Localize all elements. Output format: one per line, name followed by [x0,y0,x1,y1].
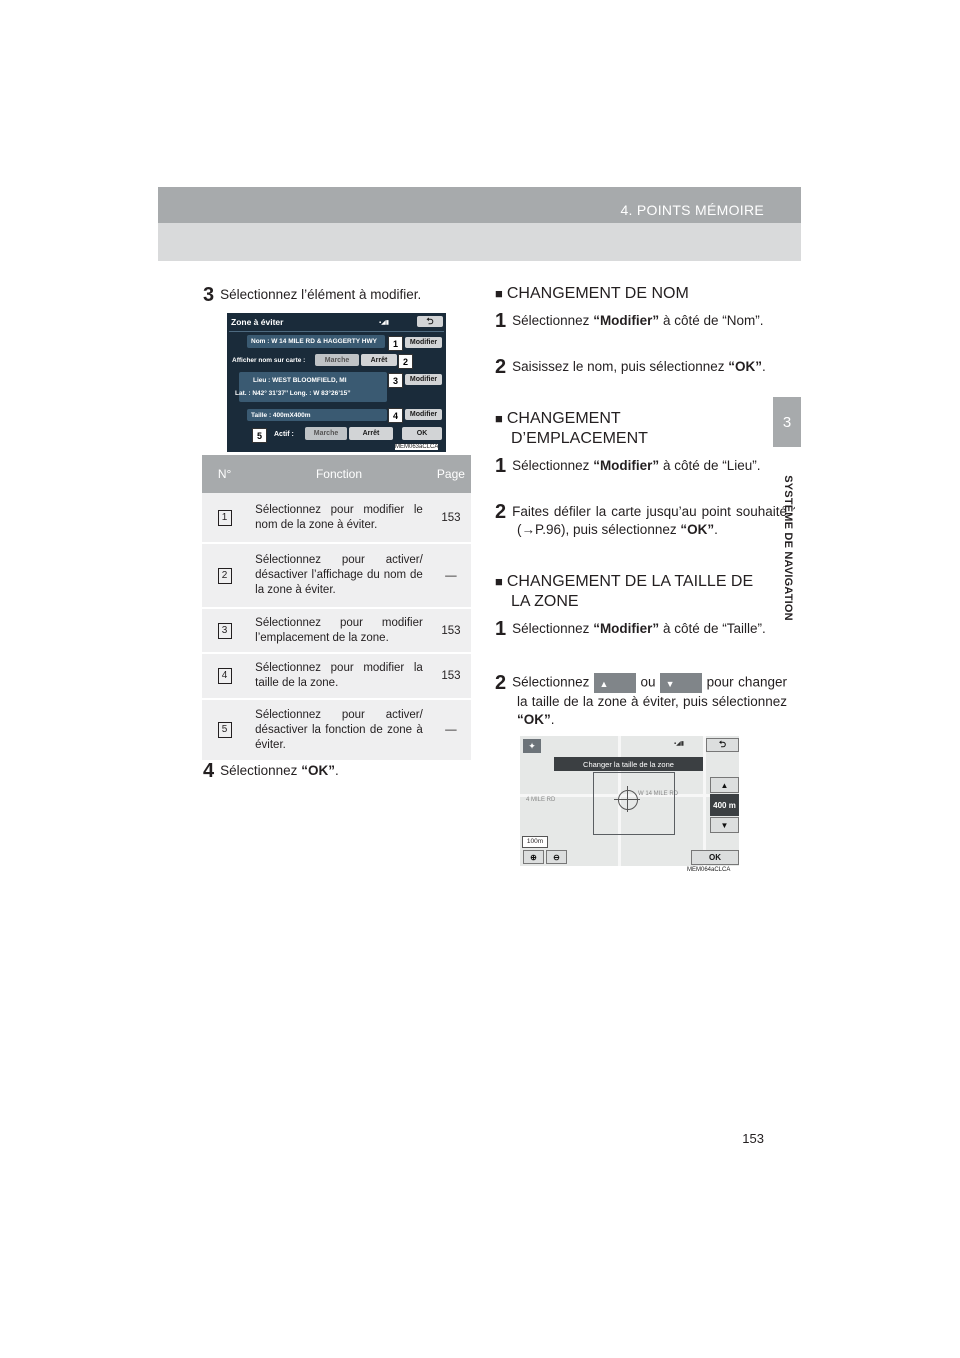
step-2-place: 2 Faites défiler la carte jusqu’au point souhaité (→P.96), puis sélectionnez “OK”. [495,501,787,537]
screen-avoid-area [227,313,446,452]
table-row [202,493,471,543]
step-1-name: 1 Sélectionnez “Modifier” à côté de “Nom”. [495,310,764,332]
ok-button[interactable]: OK [402,427,442,440]
modify-name-button[interactable]: Modifier [405,337,442,348]
row-page: — [431,543,471,608]
marker-1: 1 [388,336,403,351]
section-size-change: ■ CHANGEMENT DE LA TAILLE DE LA ZONE [495,573,754,610]
status-icons: ▪◢▮ [674,741,685,747]
image-code: MEM063aCLCA [395,444,439,450]
zoom-in-icon[interactable]: ⊕ [523,850,544,864]
step-1-place: 1 Sélectionnez “Modifier” à côté de “Lieu”. [495,455,761,477]
marker-2: 2 [398,354,413,369]
table-row [202,608,471,653]
back-button[interactable]: ⮌ [417,316,443,327]
row-function: Sélectionnez pour modifier le nom de la zone à éviter. [247,493,431,543]
zoom-out-icon[interactable]: ⊖ [546,850,567,864]
row-number: 4 [218,668,232,684]
screen-title: Zone à éviter [231,317,284,327]
scale-indicator: 100m [522,836,548,848]
row-function: Sélectionnez pour modifier l’emplacement de la zone. [247,608,431,653]
row-number: 1 [218,510,232,526]
image-code: MEM064aCLCA [687,867,731,873]
chapter-number: 3 [773,397,801,447]
name-field: Nom : W 14 MILE RD & HAGGERTY HWY [251,338,377,345]
modify-size-button[interactable]: Modifier [405,409,442,420]
row-function: Sélectionnez pour modifier la taille de la zone. [247,653,431,699]
show-name-on-button[interactable]: Marche [315,354,359,366]
row-number: 5 [218,722,232,738]
table-row [202,543,471,608]
size-field: Taille : 400mX400m [251,412,311,419]
back-button[interactable]: ⮌ [706,738,739,752]
chapter-label: SYSTÈME DE NAVIGATION [782,475,794,621]
latlong-field: Lat. : N42° 31’37’’ Long. : W 83°26’15’’ [235,390,351,397]
size-down-button[interactable]: ▼ [710,817,739,833]
header-function: Fonction [247,455,431,493]
function-table [202,455,471,762]
marker-3: 3 [388,373,403,388]
up-arrow-button: ▲ [594,673,636,693]
active-off-button[interactable]: Arrêt [349,427,393,440]
size-display: 400 m [710,794,739,816]
marker-4: 4 [388,408,403,423]
size-up-button[interactable]: ▲ [710,777,739,793]
section-title: 4. POINTS MÉMOIRE [620,202,764,218]
section-place-change: ■ CHANGEMENT D’EMPLACEMENT [495,410,648,447]
step-2-size: 2 Sélectionnez ▲ ou ▼ pour changer la taille de la zone à éviter, puis sélectionnez “OK”. [495,671,787,727]
screen-change-size [520,736,739,866]
show-name-label: Afficher nom sur carte : [232,357,306,364]
modify-place-button[interactable]: Modifier [405,374,442,385]
screen-title: Changer la taille de la zone [554,757,703,771]
status-icons: ▪◢▮ [379,320,390,326]
row-page: 153 [431,653,471,699]
show-name-off-button[interactable]: Arrêt [361,354,397,366]
place-field: Lieu : WEST BLOOMFIELD, MI [253,377,347,384]
row-page: 153 [431,608,471,653]
table-row [202,653,471,699]
header-num: N° [202,455,247,493]
marker-5: 5 [252,428,267,443]
row-page: 153 [431,493,471,543]
step-4: 4 Sélectionnez “OK”. [203,760,339,782]
row-number: 3 [218,623,232,639]
crosshair-icon [618,790,638,810]
down-arrow-button: ▼ [660,673,702,693]
step-1-size: 1 Sélectionnez “Modifier” à côté de “Taille”. [495,618,766,640]
header-page: Page [431,455,471,493]
step-3: 3 Sélectionnez l’élément à modifier. [203,284,422,306]
active-label: Actif : [274,431,294,438]
row-function: Sélectionnez pour activer/ désactiver l’affichage du nom de la zone à éviter. [247,543,431,608]
row-number: 2 [218,568,232,584]
step-2-name: 2 Saisissez le nom, puis sélectionnez “OK”. [495,356,766,378]
page-number: 153 [742,1131,764,1146]
table-row [202,699,471,761]
active-on-button[interactable]: Marche [305,427,347,440]
section-name-change: ■ CHANGEMENT DE NOM [495,285,689,302]
ok-button[interactable]: OK [691,850,739,865]
row-page: — [431,699,471,761]
road-label: W 14 MILE RD [638,791,679,797]
compass-icon[interactable]: ✦ [523,739,541,753]
road-label: 4 MILE RD [526,797,556,803]
row-function: Sélectionnez pour activer/ désactiver la fonction de zone à éviter. [247,699,431,761]
header-subbar [158,223,801,261]
